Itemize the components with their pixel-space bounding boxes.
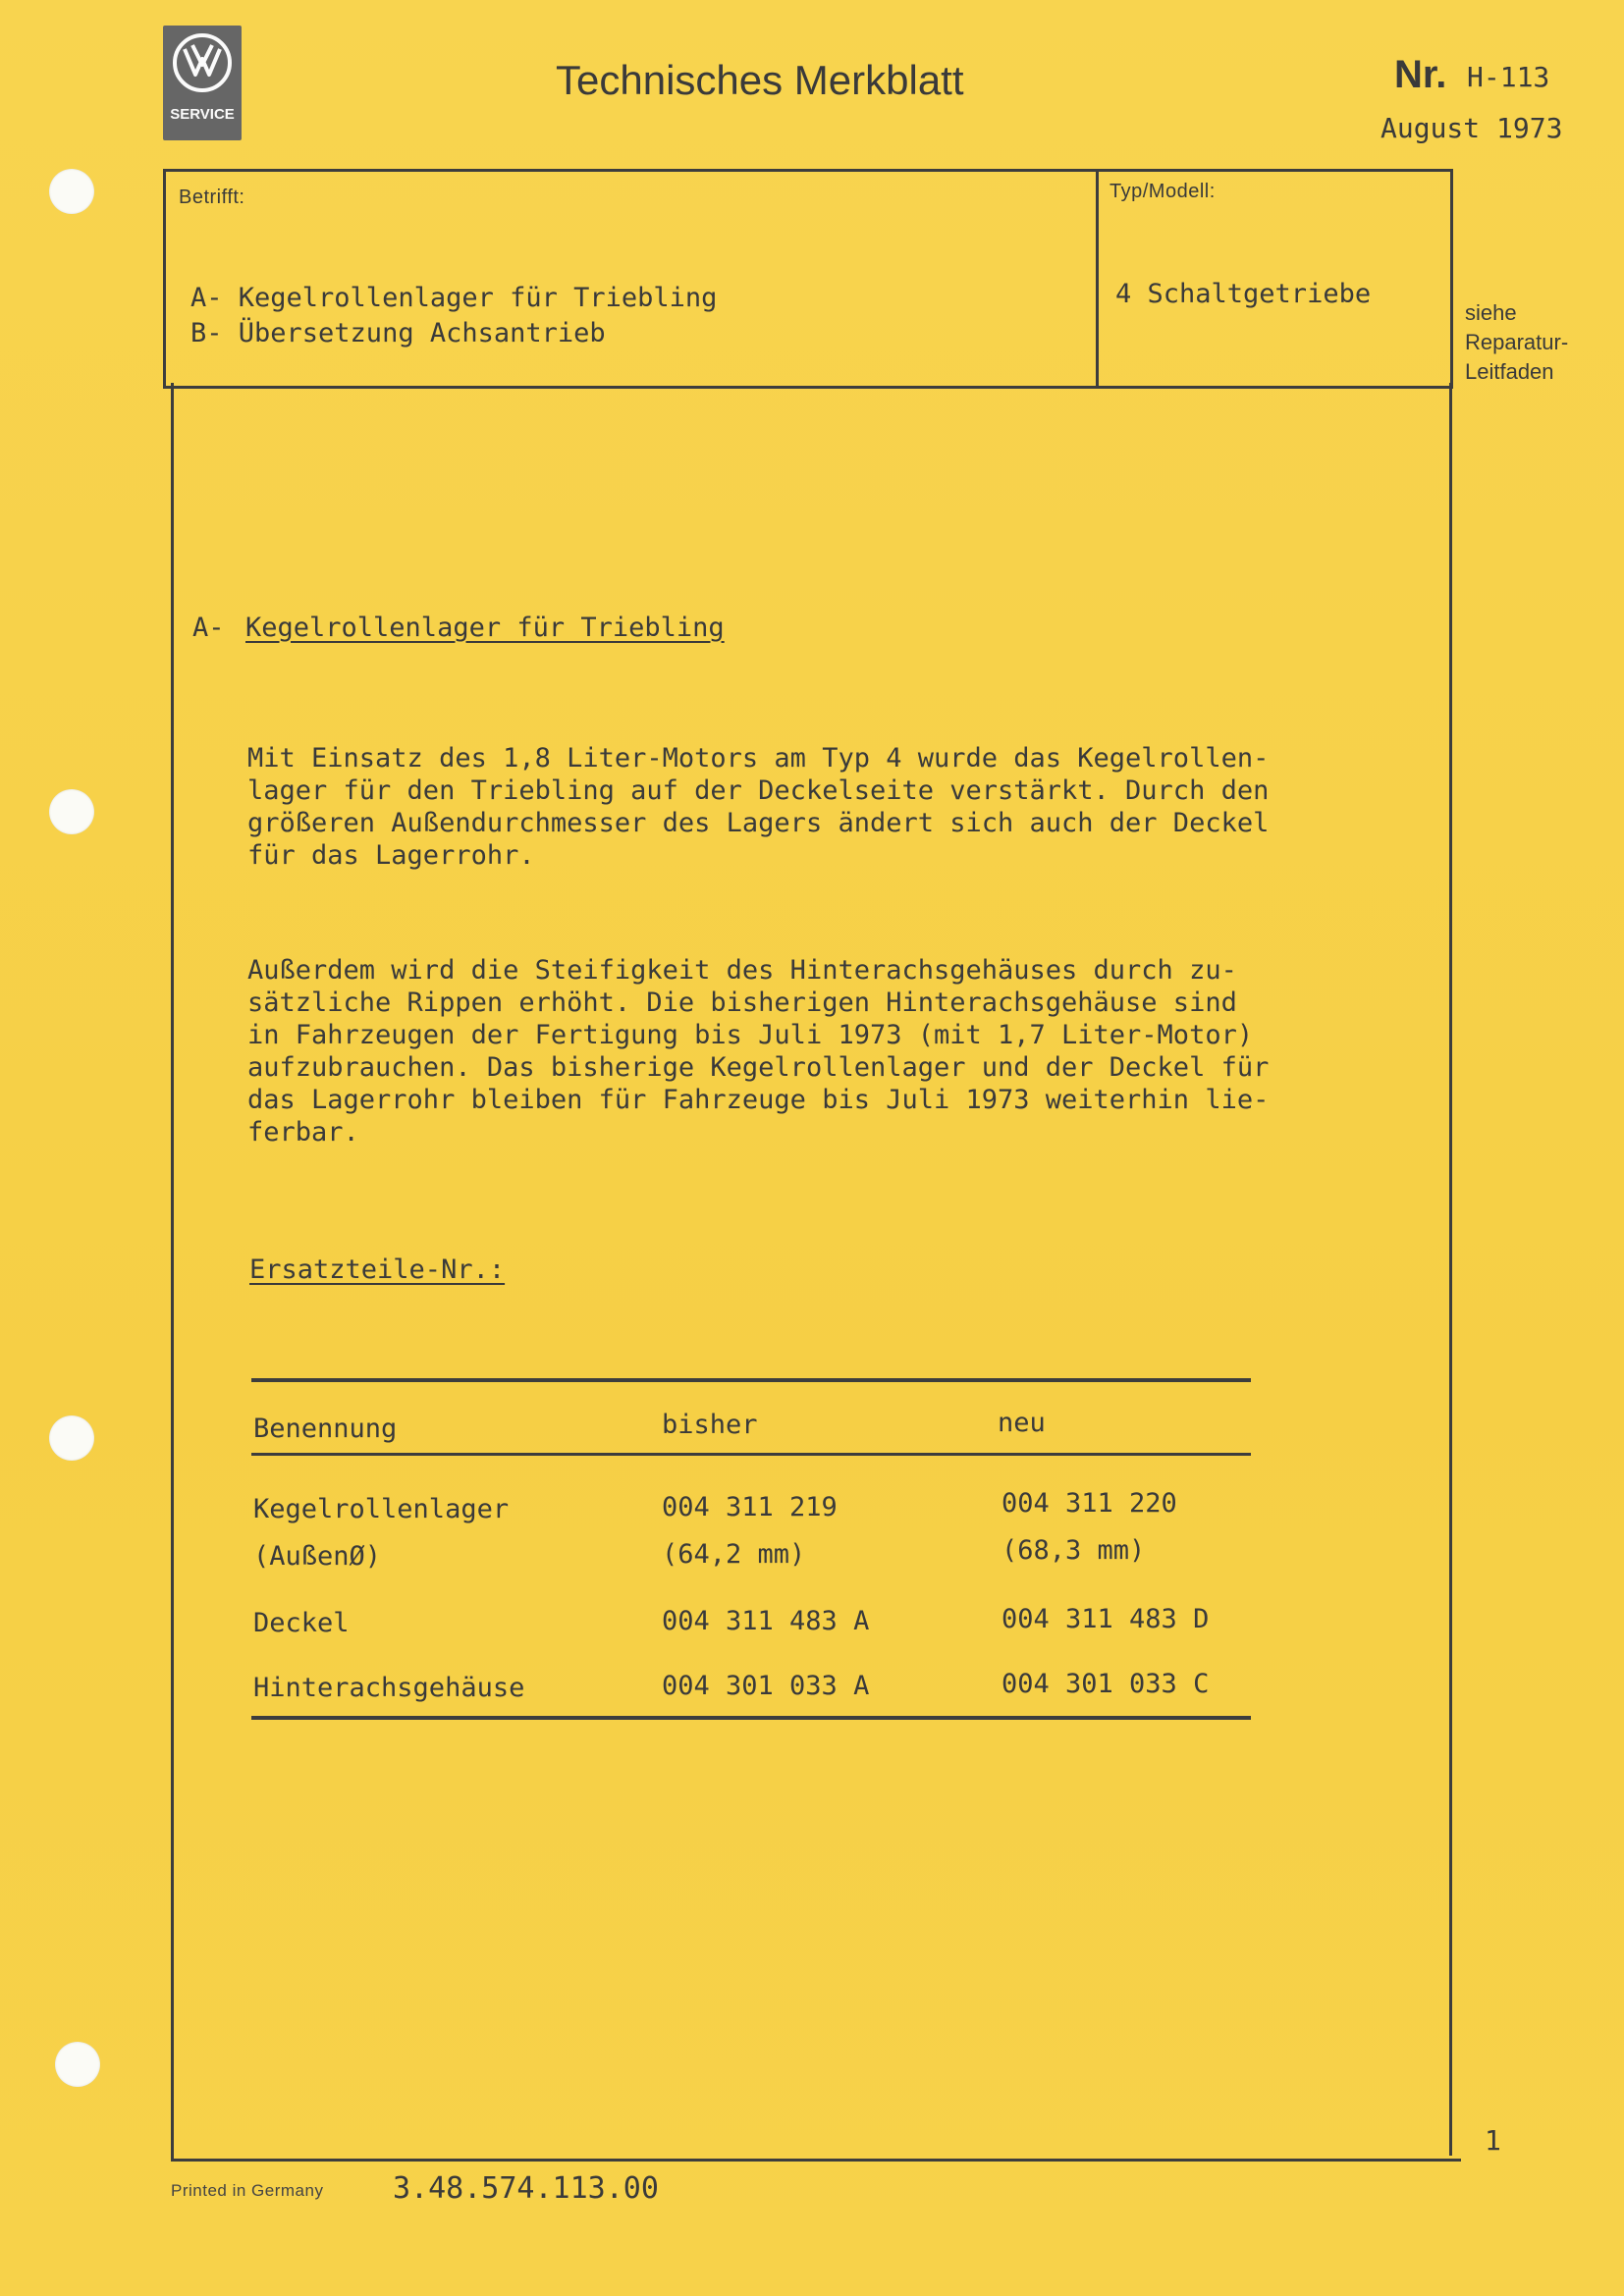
document-number: 3.48.574.113.00 [393,2171,659,2206]
subject-line-a: A- Kegelrollenlager für Triebling [190,283,718,313]
row-hinterachsgehaeuse-name: Hinterachsgehäuse [253,1673,525,1703]
issue-date: August 1973 [1380,112,1563,144]
row-aussendurchmesser-new: (68,3 mm) [1001,1535,1146,1566]
section-a-paragraph-2: Außerdem wird die Steifigkeit des Hinterachsgehäuses durch zu- sätzliche Rippen erhöht. Die bisherigen Hinterachsgehäuse sind in Fahrzeugen der Fertigung bis Juli 1973 (mit 1,7 Liter-Motor) aufzubrauchen. Das bisherige Kegelrollenlager und der Deckel für das Lagerrohr bleiben für Fahrzeuge bis Juli 1973 weiterhin lie- ferbar. [247,955,1270,1148]
row-kegelrollenlager-new: 004 311 220 [1001,1488,1177,1519]
punch-hole [49,1415,94,1461]
column-header-benennung: Benennung [253,1414,398,1444]
printed-in-germany: Printed in Germany [171,2181,324,2200]
betrifft-label: Betrifft: [179,187,245,208]
section-a-heading: Kegelrollenlager für Triebling [245,613,725,643]
typ-modell-label: Typ/Modell: [1110,181,1216,202]
table-top-rule [251,1378,1251,1382]
column-header-neu: neu [998,1408,1046,1438]
number-label: Nr. [1394,53,1447,96]
row-aussendurchmesser-old: (64,2 mm) [662,1539,806,1570]
row-aussendurchmesser-name: (AußenØ) [253,1541,382,1572]
column-header-bisher: bisher [662,1410,758,1440]
subject-divider [1096,169,1099,386]
typ-modell-value: 4 Schaltgetriebe [1115,279,1372,309]
frame-bottom [171,2159,1461,2162]
subject-line-b: B- Übersetzung Achsantrieb [190,318,606,348]
punch-hole [55,2042,100,2087]
row-deckel-new: 004 311 483 D [1001,1604,1210,1634]
side-note-line: Leitfaden [1465,359,1554,384]
row-deckel-name: Deckel [253,1608,350,1638]
side-note [1465,298,1568,387]
side-note-line: siehe [1465,300,1517,325]
frame-left [171,383,174,2162]
vw-emblem-icon [171,31,234,94]
row-kegelrollenlager-old: 004 311 219 [662,1492,838,1522]
section-a-prefix: A- [192,613,225,643]
row-deckel-old: 004 311 483 A [662,1606,870,1636]
sheet-title: Technisches Merkblatt [556,57,964,103]
frame-right [1449,383,1452,2156]
row-hinterachsgehaeuse-new: 004 301 033 C [1001,1669,1210,1699]
table-header-rule [251,1453,1251,1456]
vw-service-logo [163,26,242,140]
row-kegelrollenlager-name: Kegelrollenlager [253,1494,510,1524]
table-bottom-rule [251,1716,1251,1720]
row-hinterachsgehaeuse-old: 004 301 033 A [662,1671,870,1701]
number-value: H-113 [1467,61,1550,93]
punch-hole [49,789,94,834]
section-a-paragraph-1: Mit Einsatz des 1,8 Liter-Motors am Typ 4 wurde das Kegelrollen- lager für den Triebling auf der Deckelseite verstärkt. Durch den größeren Außendurchmesser des Lagers ändert sich auch der Deckel für das Lagerrohr. [247,743,1270,871]
side-note-line: Reparatur- [1465,330,1569,354]
parts-heading: Ersatzteile-Nr.: [249,1255,506,1285]
punch-hole [49,169,94,214]
logo-service-text: SERVICE [170,106,235,123]
page-number: 1 [1485,2124,1501,2157]
